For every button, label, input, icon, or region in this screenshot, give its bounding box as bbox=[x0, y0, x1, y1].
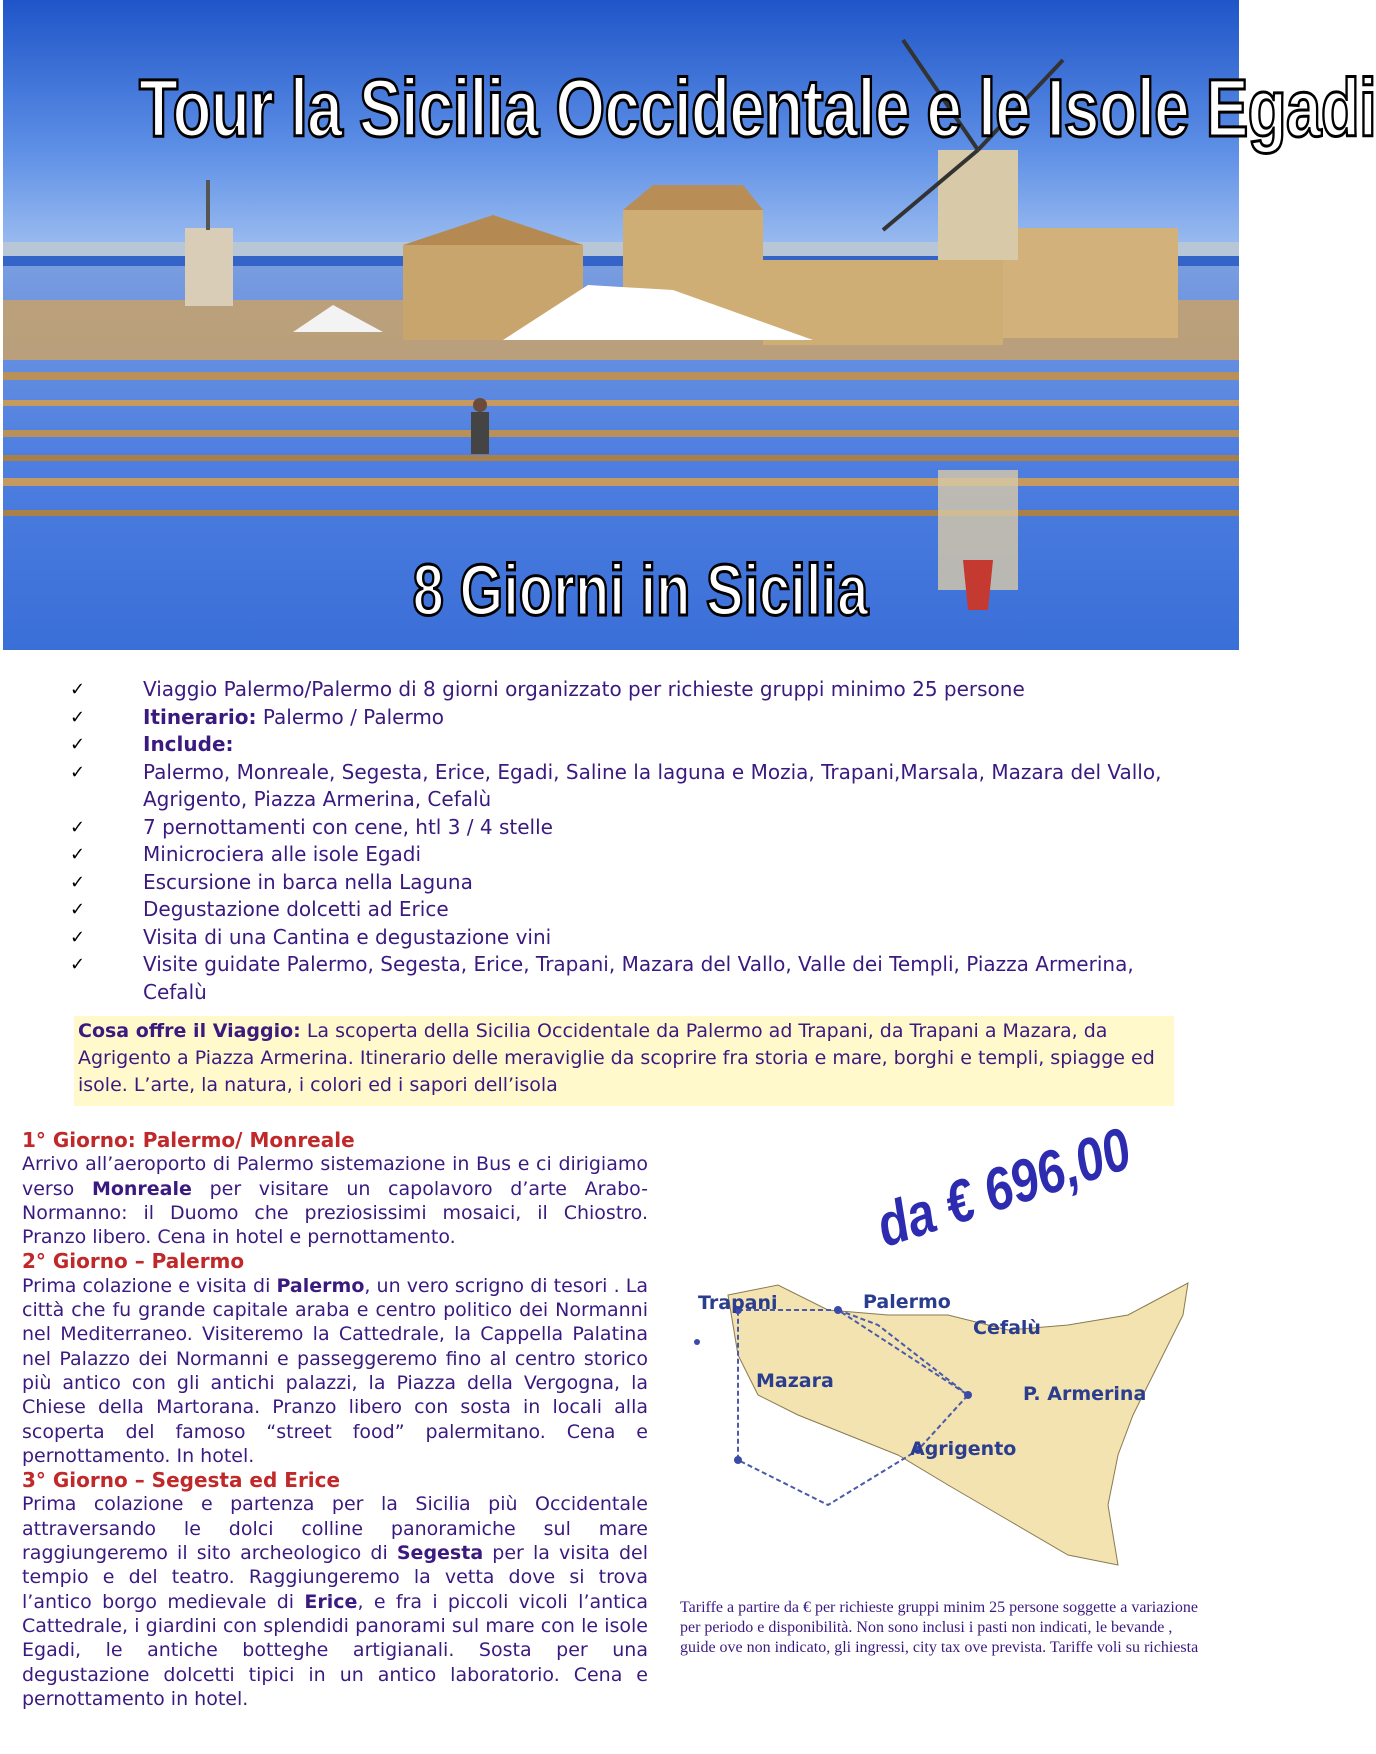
day-description: Prima colazione e partenza per la Sicilia più Occidentale attraversando le dolci colline panoramiche sul mare raggiungeremo il sito archeologico di Segesta per la visita del tempio e del teatro. Raggiungeremo la vetta dove si trova l’antico borgo medievale di Erice, e fra i piccoli vicoli l’antica Cattedrale, i giardini con splendidi panorami sul mare con le isole Egadi, le antiche botteghe artigianali. Sosta per una degustazione dolcetti tipici in un antico laboratorio. Cena e pernottamento in hotel. bbox=[22, 1493, 648, 1710]
map-label-cefalu: Cefalù bbox=[973, 1317, 1041, 1339]
checkmark-icon: ✓ bbox=[70, 816, 86, 838]
itinerary bbox=[22, 1128, 648, 1711]
list-item: ✓ Include: bbox=[70, 731, 1190, 759]
hero-subtitle: 8 Giorni in Sicilia bbox=[412, 551, 869, 631]
list-item: ✓ Visite guidate Palermo, Segesta, Erice, Trapani, Mazara del Vallo, Valle dei Templi, Piazza Armerina, Cefalù bbox=[70, 952, 1134, 1004]
list-item: ✓ Escursione in barca nella Laguna bbox=[70, 869, 1190, 897]
checkmark-icon: ✓ bbox=[70, 926, 86, 948]
checkmark-icon: ✓ bbox=[70, 871, 86, 893]
day-description: Prima colazione e visita di Palermo, un vero scrigno di tesori . La città che fu grande capitale araba e centro politico dei Normanni nel Mediterraneo. Visiteremo la Cattedrale, la Cappella Palatina nel Palazzo dei Normanni e passeggeremo fino al centro storico più antico con gli antichi palazzi, la Piazza della Vergogna, la Chiese della Martorana. Pranzo libero con sosta in locali alla scoperta del famoso “street food” palermitano. Cena e pernottamento. In hotel. bbox=[22, 1274, 648, 1467]
checkmark-icon: ✓ bbox=[70, 679, 86, 700]
sicily-map bbox=[688, 1275, 1203, 1595]
offer-box bbox=[74, 1016, 1174, 1106]
checkmark-icon: ✓ bbox=[70, 734, 86, 755]
checkmark-icon: ✓ bbox=[70, 761, 86, 783]
map-label-trapani: Trapani bbox=[698, 1292, 778, 1314]
list-item: ✓ Palermo, Monreale, Segesta, Erice, Egadi, Saline la laguna e Mozia, Trapani,Marsala, Mazara del Vallo, Agrigento, Piazza Armerina, Cefalù bbox=[70, 759, 1162, 811]
list-item: ✓ Itinerario: Palermo / Palermo bbox=[70, 704, 1190, 732]
list-item: ✓ Visita di una Cantina e degustazione vini bbox=[70, 924, 1190, 952]
map-label-palermo: Palermo bbox=[863, 1291, 951, 1313]
hero-banner bbox=[3, 0, 1376, 650]
map-label-p-armerina: P. Armerina bbox=[1023, 1383, 1147, 1405]
list-item: ✓ 7 pernottamenti con cene, htl 3 / 4 stelle bbox=[70, 814, 1190, 842]
checkmark-icon: ✓ bbox=[70, 954, 86, 975]
hero-title: Tour la Sicilia Occidentale e le Isole Egadi bbox=[138, 63, 1376, 154]
price-tag: da € 696,00 bbox=[868, 1114, 1139, 1260]
list-item: ✓ Degustazione dolcetti ad Erice bbox=[70, 896, 1190, 924]
checkmark-icon: ✓ bbox=[70, 706, 86, 728]
features-checklist bbox=[70, 676, 1190, 1006]
offer-text: La scoperta della Sicilia Occidentale da Palermo ad Trapani, da Trapani a Mazara, da Agrigento a Piazza Armerina. Itinerario delle meraviglie da scoprire fra storia e mare, borghi e templi, spiagge ed isole. L’arte, la natura, i colori ed i sapori dell’isola bbox=[78, 1020, 1155, 1096]
offer-label: Cosa offre il Viaggio: bbox=[78, 1020, 301, 1042]
day-description: Arrivo all’aeroporto di Palermo sistemazione in Bus e ci dirigiamo verso Monreale per visitare un capolavoro d’arte Arabo-Normanno: il Duomo che preziosissimi mosaici, il Chiostro. Pranzo libero. Cena in hotel e pernottamento. bbox=[22, 1153, 648, 1249]
day-title: 1° Giorno: Palermo/ Monreale bbox=[22, 1128, 355, 1152]
map-label-mazara: Mazara bbox=[756, 1370, 834, 1392]
list-item: ✓ Minicrociera alle isole Egadi bbox=[70, 841, 1190, 869]
list-item: ✓ Viaggio Palermo/Palermo di 8 giorni organizzato per richieste gruppi minimo 25 persone bbox=[70, 676, 1190, 704]
checkmark-icon: ✓ bbox=[70, 844, 86, 865]
day-title: 3° Giorno – Segesta ed Erice bbox=[22, 1468, 341, 1493]
day-title: 2° Giorno – Palermo bbox=[22, 1249, 245, 1274]
map-label-agrigento: Agrigento bbox=[910, 1438, 1017, 1460]
checkmark-icon: ✓ bbox=[70, 899, 86, 920]
island-shape bbox=[688, 1275, 1203, 1595]
tariff-note: Tariffe a partire da € per richieste gruppi minim 25 persone soggette a variazione per periodo e disponibilità. Non sono inclusi i pasti non indicati, le bevande , guide ove non indicato, gli ingressi, city tax ove prevista. Tariffe voli su richiesta bbox=[680, 1599, 1199, 1656]
